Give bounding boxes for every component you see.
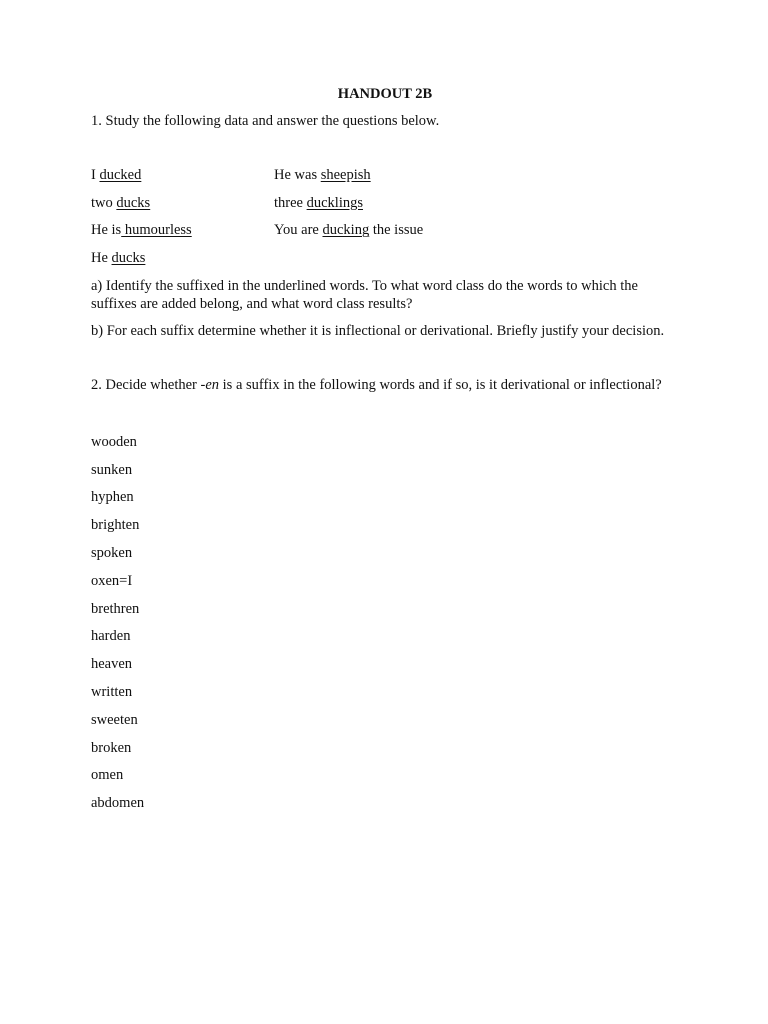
list-item: written (91, 683, 133, 700)
list-item: wooden (91, 433, 137, 450)
word-list (91, 433, 671, 812)
data-row (91, 221, 671, 239)
data-cell-right (274, 166, 574, 184)
subquestion-a: a) Identify the suffixed in the underlined words. To what word class do the words to which the suffixes are added belong, and what word class results? (91, 277, 638, 313)
underlined-word: ducks (116, 194, 151, 211)
data-cell-left (91, 166, 274, 184)
data-cell-left (91, 249, 274, 267)
subquestion-b: b) For each suffix determine whether it is inflectional or derivational. Briefly justify your decision. (91, 322, 665, 339)
data-text: You are (274, 222, 323, 239)
list-item: abdomen (91, 795, 145, 812)
list-item: sunken (91, 461, 133, 478)
data-text: three (274, 194, 307, 211)
list-item: brethren (91, 600, 140, 617)
list-item: heaven (91, 656, 133, 673)
data-row (91, 166, 671, 184)
page-title: HANDOUT 2B (337, 86, 433, 102)
data-cell-right (274, 221, 574, 239)
data-text: two (91, 194, 117, 211)
question-2-suffix: -en (200, 377, 220, 394)
list-item: broken (91, 739, 132, 756)
list-item: spoken (91, 544, 133, 561)
question-2-text: is a suffix in the following words and if so, is it derivational or inflectional? (219, 377, 662, 394)
data-text: He is (91, 222, 122, 239)
data-text: the issue (369, 222, 424, 239)
list-item: harden (91, 628, 131, 645)
list-item: sweeten (91, 711, 138, 728)
data-table (91, 166, 671, 267)
data-cell-left (91, 194, 274, 212)
underlined-word: humourless (121, 222, 192, 239)
data-text: He (91, 250, 112, 267)
data-row (91, 249, 671, 267)
underlined-word: ducklings (306, 194, 363, 211)
data-cell-left (91, 221, 274, 239)
underlined-word: sheepish (320, 167, 371, 183)
list-item: omen (91, 767, 124, 784)
question-1: 1. Study the following data and answer the questions below. (91, 113, 440, 129)
question-2-text: 2. Decide whether (91, 377, 201, 394)
list-item: hyphen (91, 489, 134, 506)
list-item: brighten (91, 517, 140, 534)
underlined-word: ducked (99, 167, 142, 183)
data-text: I (91, 167, 100, 183)
underlined-word: ducking (322, 222, 370, 239)
data-cell-right (274, 194, 574, 212)
data-cell-right (274, 249, 574, 267)
underlined-word: ducks (111, 250, 146, 267)
data-text: He was (274, 167, 321, 183)
document-page (91, 84, 671, 822)
list-item: oxen=I (91, 572, 133, 589)
data-row (91, 194, 671, 212)
question-2 (91, 376, 671, 395)
